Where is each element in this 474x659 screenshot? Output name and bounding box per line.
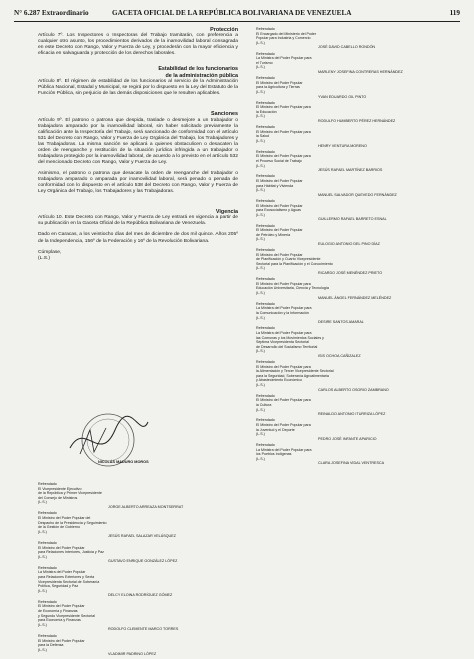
minister-title-line: Refrendado (38, 565, 57, 570)
countersignature-block (256, 125, 446, 148)
minister-title-line: El Ministro del Poder Popular (256, 203, 303, 208)
minister-name: JOSÉ DAVID CABELLO RONDÓN (318, 45, 376, 50)
minister-name: MARLENY JOSEFINA CONTRERAS HERNÁNDEZ (318, 69, 403, 74)
minister-title-line: de Desarrollo del Socialismo Territorial (256, 344, 318, 349)
given-in-caracas: Dado en Caracas, a los veintiocho días del mes de diciembre de dos mil quince. Años 205º de la Independencia, 156º de la Federación y 16º de la Revolución Bolivariana. (38, 232, 238, 244)
minister-title-line: (L.S.) (256, 291, 265, 295)
section-title-vigencia: Vigencia (215, 209, 238, 216)
minister-title-line: Refrendado (256, 248, 275, 253)
countersignature-block (256, 277, 446, 300)
minister-title-line: Refrendado (256, 174, 275, 179)
minister-title-line: (L.S.) (256, 139, 265, 144)
minister-name: RODULFO HUMBERTO PÉREZ HERNÁNDEZ (318, 119, 396, 124)
minister-title-line: (L.S.) (38, 622, 47, 627)
countersignature-block (256, 326, 446, 359)
minister-title-line: El Ministro del Poder Popular (38, 638, 85, 643)
countersignature-block (256, 248, 446, 276)
header-rule (14, 21, 460, 22)
minister-title-line: El Ministro del Poder Popular (256, 80, 303, 85)
minister-name: JESÚS RAFAEL SALAZAR VELÁSQUEZ (108, 534, 176, 539)
presidential-signature-seal (60, 410, 150, 480)
minister-name: VLADIMIR PADRINO LÓPEZ (108, 652, 157, 657)
left-signatures (38, 482, 238, 659)
minister-title-line: para Relaciones Exteriores y Sexta (38, 575, 95, 579)
minister-title-line: de la Gestión de Gobierno (38, 525, 80, 530)
minister-title-line: el Turismo (256, 60, 273, 65)
minister-title-line: Séptima Vicepresidenta Sectorial (256, 340, 309, 345)
countersignature-block (256, 443, 446, 466)
minister-title-line: Refrendado (38, 482, 57, 486)
article-7: Artículo 7º. Los Inspectores o Inspectoras del Trabajo tramitarán, con preferencia a cualquier otro asunto, los procedimientos derivados de la inamovilidad laboral consagrada en este Decreto con Rango, Valor y Fuerza de Ley, y procederán con la mayor eficiencia y eficacia en salvaguarda y protección de los derechos laborales. (38, 33, 238, 57)
minister-title-line: (L.S.) (38, 647, 47, 652)
left-column (38, 27, 238, 262)
minister-title-line: El Ministro del Poder Popular para (256, 398, 311, 403)
minister-title-line: (L.S.) (256, 163, 265, 168)
countersignature-block (38, 566, 238, 599)
minister-title-line: El Ministro del Poder Popular (256, 228, 303, 233)
minister-title-line: de la República y Primer Vicepresidente (38, 491, 102, 496)
minister-title-line: El Ministro del Poder Popular (38, 545, 85, 550)
minister-title-line: (L.S.) (256, 89, 265, 94)
minister-title-line: El Ministro del Poder Popular para (256, 105, 311, 110)
minister-title-line: (L.S.) (256, 349, 265, 354)
gazette-header (14, 9, 460, 19)
minister-name: ISIS OCHOA CAÑIZALEZ (318, 353, 361, 358)
minister-name: RODOLFO CLEMENTE MARCO TORRES (108, 627, 179, 632)
minister-name: GUSTAVO ENRIQUE GONZÁLEZ LÓPEZ (108, 559, 178, 564)
minister-title-line: Educación Universitaria, Ciencia y Tecnología (256, 286, 329, 291)
countersignature-block (256, 302, 446, 325)
minister-title-line: (L.S.) (256, 237, 265, 242)
minister-name: EULOGIO ANTONIO DEL PINO DÍAZ (318, 241, 380, 246)
gazette-title: GACETA OFICIAL DE LA REPÚBLICA BOLIVARIANA DE VENEZUELA (112, 9, 352, 17)
minister-title-line: Refrendado (256, 418, 275, 423)
countersignature-block (256, 150, 446, 173)
minister-title-line: la Cultura (256, 403, 272, 408)
minister-title-line: El Ministro del Poder Popular (38, 604, 85, 609)
minister-title-line: Política, Seguridad y Paz (38, 584, 79, 589)
page-number: 119 (449, 9, 460, 17)
minister-title-line: La Ministra del Poder Popular (38, 570, 86, 575)
countersignature-block (38, 600, 238, 633)
minister-title-line: Popular para Industria y Comercio (256, 36, 311, 41)
minister-title-line: Vicepresidenta Sectorial de Soberanía (38, 579, 100, 584)
minister-title-line: Refrendado (256, 125, 275, 130)
minister-title-line: La Ministra del Poder Popular para (256, 306, 312, 311)
minister-title-line: El Ministro del Poder Popular para (256, 154, 311, 159)
minister-title-line: la Salud (256, 134, 269, 139)
article-9-paragraph-2: Asimismo, el patrono o patrona que desacate la orden de reenganche del trabajador o trabajadora amparado o amparada por inamovilidad laboral, será penado o penada de conformidad con lo dispuesto en el artículo 538 del Decreto con Rango, Valor y Fuerza de Ley Orgánica del Trabajo, los Trabajadores y las Trabajadoras. (38, 170, 238, 195)
countersignature-block (256, 27, 446, 50)
president-name: NICOLÁS MADURO MOROS (98, 460, 149, 464)
countersignature-block (256, 174, 446, 197)
minister-name: RICARDO JOSÉ MENÉNDEZ PRIETO (318, 271, 383, 276)
countersignature-block (256, 199, 446, 222)
article-9: Artículo 9º. El patrono o patrona que despida, traslade o desmejore a un trabajador o trabajadora amparado por la inamovilidad laboral, sin haber solicitado previamente la calificación ante la Inspectoría del Trabajo, será sancionado de conformidad con el artículo 531 del Decreto con Rango, Valor y Fuerza de Ley Orgánica del Trabajo, los Trabajadores y las Trabajadoras. La misma sanción se aplicará a quienes obstaculicen o desacaten la orden de reenganche y restitución de la situación jurídica infringida a un trabajador o trabajadora protegido por la inamovilidad laboral, de acuerdo a lo previsto en el artículo 532 del mencionado Decreto con Rango, Valor y Fuerza de Ley. (38, 117, 238, 165)
minister-title-line: Refrendado (256, 76, 275, 81)
minister-title-line: El Ministro del Poder Popular (256, 252, 303, 257)
minister-title-line: para Ecosocialismo y Aguas (256, 208, 301, 213)
minister-title-line: Refrendado (256, 27, 275, 31)
countersignature-block (38, 634, 238, 657)
minister-title-line: (L.S.) (256, 40, 265, 45)
minister-name: GUILLERMO RAFAEL BARRETO ESNAL (318, 217, 387, 222)
minister-title-line: y Abastecimiento Económico (256, 378, 302, 383)
minister-name: MANUEL SALVADOR QUEVEDO FERNÁNDEZ (318, 192, 397, 197)
minister-title-line: La Ministra del Poder Popular para (256, 56, 312, 61)
minister-name: JORGE ALBERTO ARREAZA MONTSERRAT (108, 504, 184, 509)
countersignature-block (38, 511, 238, 539)
countersignature-block (38, 482, 238, 510)
minister-title-line: para Relaciones Interiores, Justicia y Paz (38, 550, 104, 555)
minister-title-line: (L.S.) (256, 432, 265, 437)
right-signatures (256, 27, 446, 468)
minister-title-line: (L.S.) (256, 114, 265, 119)
minister-title-line: para Hábitat y Vivienda (256, 183, 294, 188)
minister-title-line: Refrendado (256, 277, 275, 282)
minister-title-line: (L.S.) (38, 554, 47, 559)
minister-title-line: El Ministro del Poder Popular para (256, 281, 311, 286)
minister-title-line: (L.S.) (256, 383, 265, 388)
minister-title-line: de Petróleo y Minería (256, 232, 291, 237)
minister-title-line: y Segundo Vicepresidente Sectorial (38, 613, 95, 618)
minister-title-line: Refrendado (256, 360, 275, 365)
minister-title-line: Refrendado (38, 511, 57, 516)
minister-title-line: (L.S.) (256, 315, 265, 320)
minister-title-line: (L.S.) (256, 212, 265, 217)
minister-title-line: la Educación (256, 109, 277, 114)
article-8: Artículo 8º. El régimen de estabilidad de los funcionarios al servicio de la Administración Pública Nacional, Estadal y Municipal, se regirá por lo dispuesto en la Ley del Estatuto de la Función Pública, sin perjuicio de las demás disposiciones que le resulten aplicables. (38, 79, 238, 97)
minister-title-line: (L.S.) (256, 65, 265, 70)
minister-title-line: Refrendado (38, 540, 57, 545)
minister-title-line: El Ministro del Poder Popular para (256, 423, 311, 427)
issue-number: N° 6.287 Extraordinario (14, 9, 89, 17)
countersignature-block (256, 360, 446, 393)
section-title-estabilidad-1: Estabilidad de los funcionarios (158, 66, 238, 73)
minister-title-line: para la Seguridad, Soberanía Agroalimentaria (256, 373, 329, 378)
minister-title-line: La Ministra del Poder Popular para (256, 330, 312, 335)
minister-title-line: las Comunas y los Movimientos Sociales y (256, 335, 324, 340)
minister-title-line: (L.S.) (38, 588, 47, 593)
minister-title-line: (L.S.) (256, 407, 265, 412)
minister-name: HENRY VENTURA MORENO (318, 143, 367, 148)
countersignature-block (256, 76, 446, 99)
section-title-proteccion: Protección (210, 27, 238, 33)
countersignature-block (256, 52, 446, 75)
minister-title-line: Refrendado (256, 223, 275, 228)
minister-title-line: El Ministro del Poder Popular del (38, 516, 91, 521)
minister-title-line: de Economía y Finanzas (38, 609, 78, 614)
minister-title-line: (L.S.) (38, 500, 47, 505)
minister-name: YVAN EDUARDO GIL PINTO (318, 94, 367, 99)
minister-title-line: La Ministra del Poder Popular para (256, 447, 312, 452)
minister-title-line: Sectorial para la Planificación y el Conocimiento (256, 261, 333, 266)
minister-title-line: Refrendado (256, 442, 275, 447)
minister-title-line: Refrendado (256, 326, 275, 331)
minister-name: MANUEL ÁNGEL FERNÁNDEZ MELÉNDEZ (318, 295, 392, 300)
minister-title-line: el Proceso Social de Trabajo (256, 159, 302, 163)
minister-title-line: de Planificación y Cuarto Vicepresidente (256, 257, 321, 262)
minister-title-line: los Pueblos Indígenas (256, 452, 292, 457)
section-title-sanciones: Sanciones (211, 111, 238, 118)
minister-title-line: El Ministro del Poder Popular para (256, 129, 311, 134)
section-title-estabilidad-2: de la administración pública (165, 72, 238, 79)
minister-title-line: El Ministro del Poder Popular (256, 178, 303, 183)
countersignature-block (256, 101, 446, 124)
countersignature-block (256, 394, 446, 417)
countersignature-block (256, 418, 446, 441)
minister-title-line: (L.S.) (256, 456, 265, 461)
minister-title-line: del Consejo de Ministros (38, 495, 78, 500)
minister-title-line: Refrendado (38, 599, 57, 604)
minister-title-line: Refrendado (256, 51, 275, 56)
minister-title-line: (L.S.) (256, 188, 265, 193)
minister-title-line: Refrendado (256, 301, 275, 306)
cumplase: Cúmplase, (38, 249, 62, 255)
minister-title-line: Refrendado (38, 633, 57, 638)
minister-title-line: la Alimentación y Tercer Vicepresidente Sectorial (256, 369, 334, 374)
minister-name: JESÚS RAFAEL MARTÍNEZ BARRIOS (318, 168, 383, 173)
minister-title-line: la Comunicación y la Información (256, 310, 309, 315)
minister-title-line: Refrendado (256, 393, 275, 398)
minister-title-line: para la Agricultura y Tierras (256, 85, 300, 90)
minister-title-line: El Vicepresidente Ejecutivo (38, 486, 82, 491)
minister-title-line: para Economía y Finanzas (38, 618, 81, 623)
minister-name: DELCY ELOINA RODRÍGUEZ GÓMEZ (108, 593, 173, 598)
minister-name: CARLOS ALBERTO OSORIO ZAMBRANO (318, 387, 389, 392)
minister-title-line: (L.S.) (256, 266, 265, 271)
minister-name: CLARA JOSEFINA VIDAL VENTRESCA (318, 461, 385, 466)
minister-name: PEDRO JOSÉ INFANTE APARICIO (318, 436, 377, 441)
minister-title-line: (L.S.) (38, 529, 47, 534)
minister-title-line: Refrendado (256, 100, 275, 105)
minister-name: REINALDO ANTONIO ITURRIZA LÓPEZ (318, 412, 386, 417)
minister-title-line: El Ministro del Poder Popular para (256, 364, 311, 369)
minister-name: DESIRE SANTOS AMARAL (318, 320, 364, 325)
minister-title-line: para la Defensa (38, 643, 64, 648)
minister-title-line: Despacho de la Presidencia y Seguimiento (38, 520, 107, 525)
minister-title-line: El Encargado del Ministerio del Poder (256, 31, 317, 36)
countersignature-block (256, 224, 446, 247)
minister-title-line: la Juventud y el Deporte (256, 427, 295, 432)
seal-ls: (L.S.) (38, 255, 50, 261)
minister-title-line: Refrendado (256, 198, 275, 203)
minister-title-line: Refrendado (256, 149, 275, 154)
article-10: Artículo 10. Este Decreto con Rango, Valor y Fuerza de Ley entrará en vigencia a partir de su publicación en la Gaceta Oficial de la República Bolivariana de Venezuela. (38, 215, 238, 227)
countersignature-block (38, 541, 238, 564)
